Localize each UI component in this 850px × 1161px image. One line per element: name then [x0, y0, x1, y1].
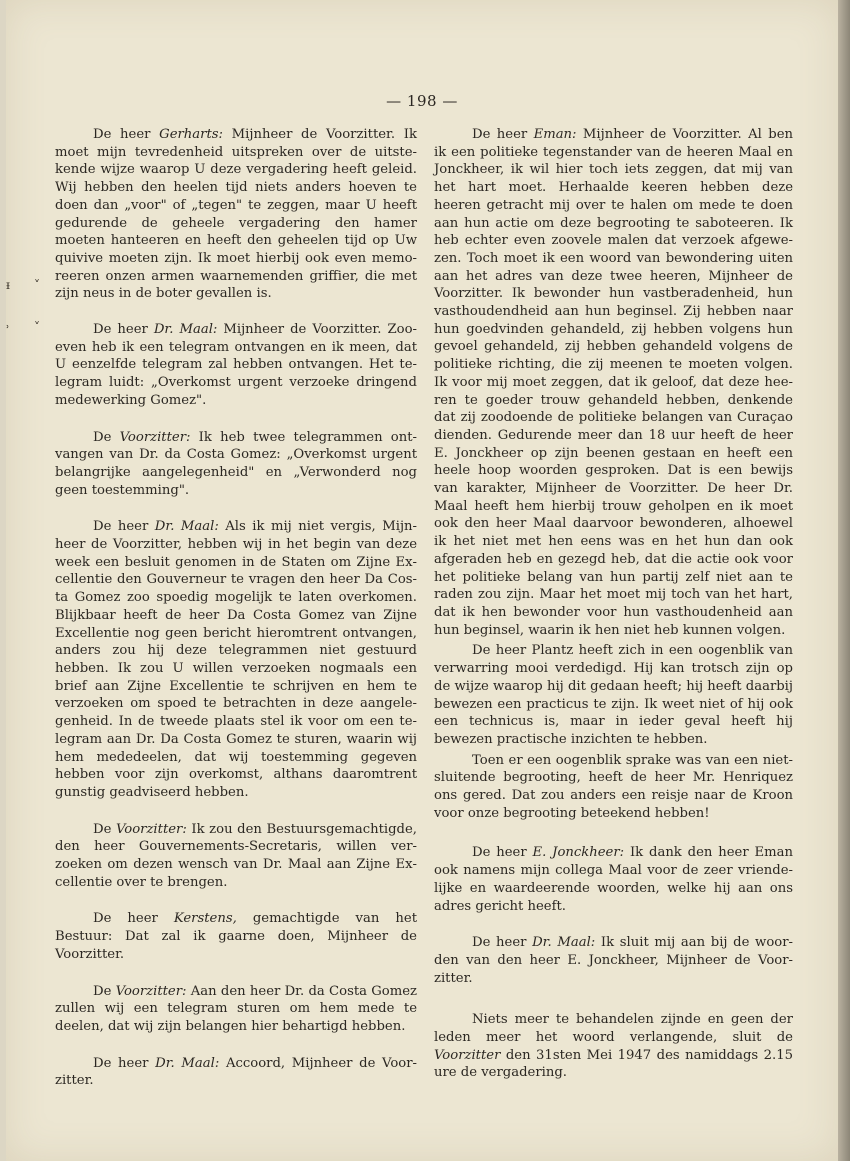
margin-mark: ˅: [34, 320, 40, 334]
paragraph: De heer Gerharts: Mijnheer de Voorzitter. Ik moet mijn tevredenheid uitspreken over de uitstekende wijze waarop U deze vergadering heeft geleid. Wij hebben den heelen tijd niets anders hoeven te doen dan „voor" of „tegen" te zeggen, maar U heeft gedurende de geheele vergadering den hamer moeten hanteeren en heeft den geheelen tijd op Uw quivive moeten zijn. Ik moet hierbij ook even memoreeren onzen armen waarnemenden griffier, die met zijn neus in de boter gevallen is.: [55, 127, 417, 302]
paragraph: De heer Dr. Maal: Mijnheer de Voorzitter. Zooeven heb ik een telegram ontvangen en ik meen, dat U eenzelfde telegram zal hebben ontvangen. Het telegram luidt: „Overkomst urgent verzoeke dringend medewerking Gomez".: [55, 322, 418, 408]
paragraph: De Voorzitter: Aan den heer Dr. da Costa Gomez zullen wij een telegram sturen om hem mede te deelen, dat wij zijn belangen hier behartigd hebben.: [55, 983, 417, 1034]
paragraph: Toen er een oogenblik sprake was van een nietsluitende begrooting, heeft de heer Mr. Henriquez ons gered. Dat zou anders een reisje naar de Kroon voor onze begrooting beteekend hebben!: [434, 752, 793, 821]
paragraph: De heer Dr. Maal: Ik sluit mij aan bij de woorden van den heer E. Jonckheer, Mijnheer de Voorzitter.: [434, 935, 793, 986]
page-edge-shadow: [838, 0, 850, 1161]
paragraph: De heer E. Jonckheer: Ik dank den heer Eman ook namens mijn collega Maal voor de zeer vriendelijke en waardeerende woorden, welke hij aan ons adres gericht heeft.: [434, 845, 793, 914]
page-number: — 198 —: [386, 92, 458, 110]
paragraph: De Voorzitter: Ik zou den Bestuursgemachtigde, den heer Gouvernements-Secretaris, willen verzoeken om dezen wensch van Dr. Maal aan Zijne Excellentie over te brengen.: [55, 821, 417, 890]
document-page: [6, 0, 838, 1161]
paragraph: Niets meer te behandelen zijnde en geen der leden meer het woord verlangende, sluit de Voorzitter den 31sten Mei 1947 des namiddags 2.15 ure de vergadering.: [434, 1012, 793, 1081]
margin-mark: ˅: [34, 278, 40, 292]
paragraph: De heer Dr. Maal: Als ik mij niet vergis, Mijnheer de Voorzitter, hebben wij in het begin van deze week een besluit genomen in de Staten om Zijne Excellentie den Gouverneur te vragen den heer Da Costa Gomez zoo spoedig mogelijk te laten overkomen. Blijkbaar heeft de heer Da Costa Gomez van Zijne Excellentie nog geen bericht hieromtrent ontvangen, anders zou hij deze telegrammen niet gestuurd hebben. Ik zou U willen verzoeken nogmaals een brief aan Zijne Excellentie te schrijven en hem te verzoeken om spoed te betrachten in deze aangelegenheid. In de tweede plaats stel ik voor om een telegram aan Dr. Da Costa Gomez te sturen, waarin wij hem mededeelen, dat wij toestemming gegeven hebben voor zijn overkomst, althans daaromtrent gunstig geadviseerd hebben.: [55, 519, 417, 800]
margin-mark: ᵻ: [6, 278, 10, 292]
paragraph: De Voorzitter: Ik heb twee telegrammen ontvangen van Dr. da Costa Gomez: „Overkomst urgent belangrijke aangelegenheid" en „Verwonderd nog geen toestemming".: [55, 429, 417, 498]
paragraph: De heer Kerstens, gemachtigde van het Bestuur: Dat zal ik gaarne doen, Mijnheer de Voorzitter.: [55, 911, 417, 962]
left-column: [55, 126, 417, 1107]
paragraph: De heer Eman: Mijnheer de Voorzitter. Al ben ik een politieke tegenstander van de heeren Maal en Jonckheer, ik wil hier toch iets zeggen, dat mij van het hart moet. Herhaalde keeren hebben deze heeren getracht mij over te halen om mede te doen aan hun actie om deze begrooting te saboteeren. Ik heb echter even zoovele malen dat verzoek afgewezen. Toch moet ik een woord van bewondering uiten aan het adres van deze twee heeren, Mijnheer de Voorzitter. Ik bewonder hun vastberadenheid, hun vasthoudendheid aan hun beginsel. Zij hebben naar hun goedvinden gehandeld, zij hebben volgens hun gevoel gehandeld, zij hebben gehandeld volgens de politieke richting, die zij meenen te moeten volgen. Ik voor mij moet zeggen, dat ik geloof, dat deze heeren te goeder trouw gehandeld hebben, denkende dat zij zoodoende de politieke belangen van Curaçao dienden. Gedurende meer dan 18 uur heeft de heer E. Jonckheer op zijn beenen gestaan en heeft een heele hoop woorden gesproken. Dat is een bewijs van karakter, Mijnheer de Voorzitter. De heer Dr. Maal heeft hem hierbij trouw geholpen en ik moet ook den heer Maal daarvoor bewonderen, alhoewel ik het niet met hen eens was en het hun dan ook afgeraden heb en gezegd heb, dat die actie ook voor het politieke belang van hun partij zelf niet aan te raden zou zijn. Maar het moet mij toch van het hart, dat ik hen bewonder voor hun vasthoudenheid aan hun beginsel, waarin ik hen niet heb kunnen volgen.: [434, 127, 793, 638]
margin-mark: ˒: [6, 320, 10, 334]
paragraph: De heer Plantz heeft zich in een oogenblik van verwarring mooi verdedigd. Hij kan trotsch zijn op de wijze waarop hij dit gedaan heeft; hij heeft daarbij bewezen een practicus te zijn. Ik weet niet of hij ook een technicus is, maar in ieder geval heeft hij bewezen practische inzichten te hebben.: [434, 643, 793, 747]
paragraph: De heer Dr. Maal: Accoord, Mijnheer de Voorzitter.: [55, 1055, 418, 1089]
right-column: [434, 126, 793, 1099]
